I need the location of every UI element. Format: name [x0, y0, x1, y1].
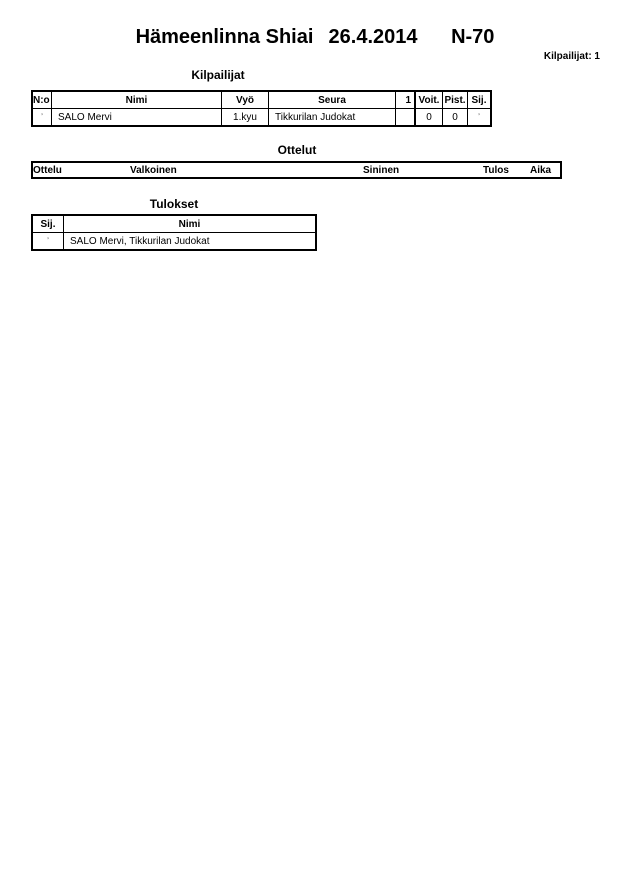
col-blue: Sininen	[363, 164, 400, 176]
row-place: ʼ	[468, 109, 492, 127]
row-wins: 0	[415, 109, 443, 127]
col-place: Sij.	[468, 91, 492, 109]
col-time: Aika	[530, 164, 552, 176]
participants-header-row	[32, 91, 491, 109]
result-name: SALO Mervi, Tikkurilan Judokat	[64, 233, 317, 251]
col-round-1: 1	[396, 91, 416, 109]
row-round-1	[396, 109, 416, 127]
col-points: Pist.	[443, 91, 468, 109]
col-result-name: Nimi	[64, 215, 317, 233]
row-belt: 1.kyu	[222, 109, 269, 127]
matches-header-row	[32, 162, 561, 178]
results-heading: Tulokset	[149, 197, 199, 211]
table-row	[32, 233, 316, 251]
results-table	[31, 214, 317, 251]
row-no: ʼ	[32, 109, 52, 127]
results-header-row	[32, 215, 316, 233]
participants-table	[31, 90, 492, 127]
col-match: Ottelu	[33, 164, 62, 176]
col-white: Valkoinen	[130, 164, 177, 176]
col-wins: Voit.	[415, 91, 443, 109]
row-club: Tikkurilan Judokat	[269, 109, 396, 127]
category-label: N-70	[451, 26, 495, 48]
col-belt: Vyö	[222, 91, 269, 109]
event-date: 26.4.2014	[328, 26, 418, 48]
col-name: Nimi	[52, 91, 222, 109]
row-points: 0	[443, 109, 468, 127]
col-no: N:o	[32, 91, 52, 109]
event-name: Hämeenlinna Shiai	[135, 26, 314, 48]
col-result-place: Sij.	[32, 215, 64, 233]
participants-heading: Kilpailijat	[191, 68, 245, 82]
matches-table	[31, 161, 562, 179]
table-row	[32, 109, 491, 127]
col-result: Tulos	[483, 164, 509, 176]
page-title	[0, 26, 630, 49]
row-name: SALO Mervi	[52, 109, 222, 127]
col-club: Seura	[269, 91, 396, 109]
matches-heading: Ottelut	[277, 143, 317, 157]
participant-count: Kilpailijat: 1	[543, 51, 600, 62]
result-place: ʼ	[32, 233, 64, 251]
